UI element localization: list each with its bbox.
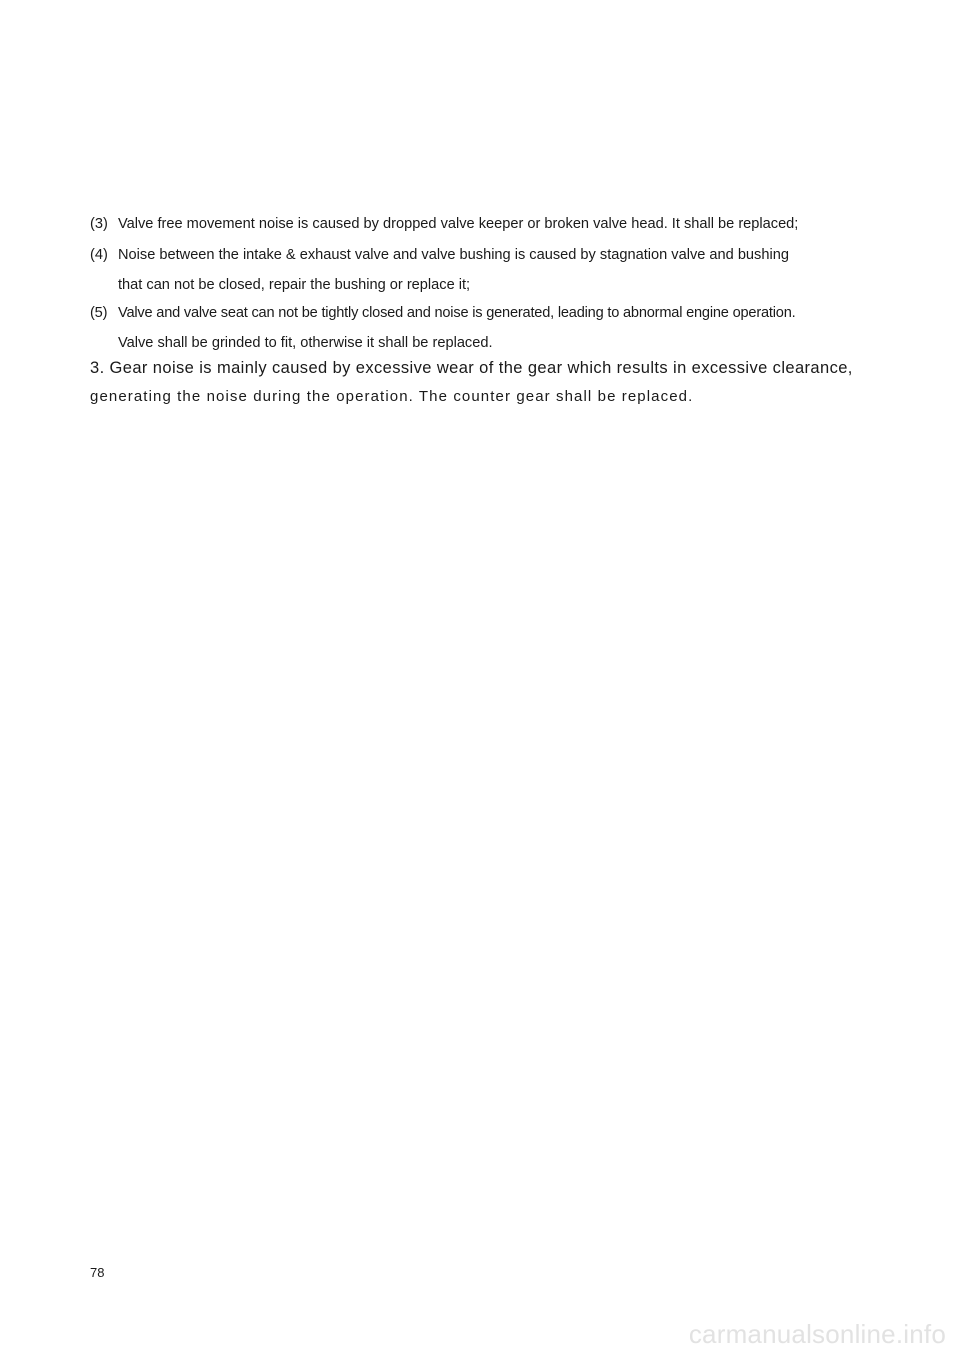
list-item-4 — [90, 240, 880, 300]
list-item-3 — [90, 209, 880, 239]
item-number: (4) — [90, 247, 108, 263]
item-number: (3) — [90, 216, 108, 232]
watermark: carmanualsonline.info — [688, 1319, 946, 1349]
gear-noise-paragraph-line-1: 3. Gear noise is mainly caused by excessive wear of the gear which results in excessive clearance, — [90, 359, 853, 377]
item-continuation: Valve shall be grinded to fit, otherwise it shall be replaced. — [118, 335, 493, 351]
item-text: Valve free movement noise is caused by dropped valve keeper or broken valve head. It shall be replaced; — [118, 216, 799, 232]
item-number: (5) — [90, 305, 108, 321]
page-number: 78 — [90, 1265, 105, 1280]
item-text: Noise between the intake & exhaust valve and valve bushing is caused by stagnation valve and bushing — [118, 247, 789, 263]
gear-noise-paragraph-line-2: generating the noise during the operation. The counter gear shall be replaced. — [90, 388, 694, 405]
item-text: Valve and valve seat can not be tightly closed and noise is generated, leading to abnormal engine operation. — [118, 305, 796, 321]
item-continuation: that can not be closed, repair the bushing or replace it; — [118, 277, 471, 293]
list-item-5 — [90, 298, 880, 358]
